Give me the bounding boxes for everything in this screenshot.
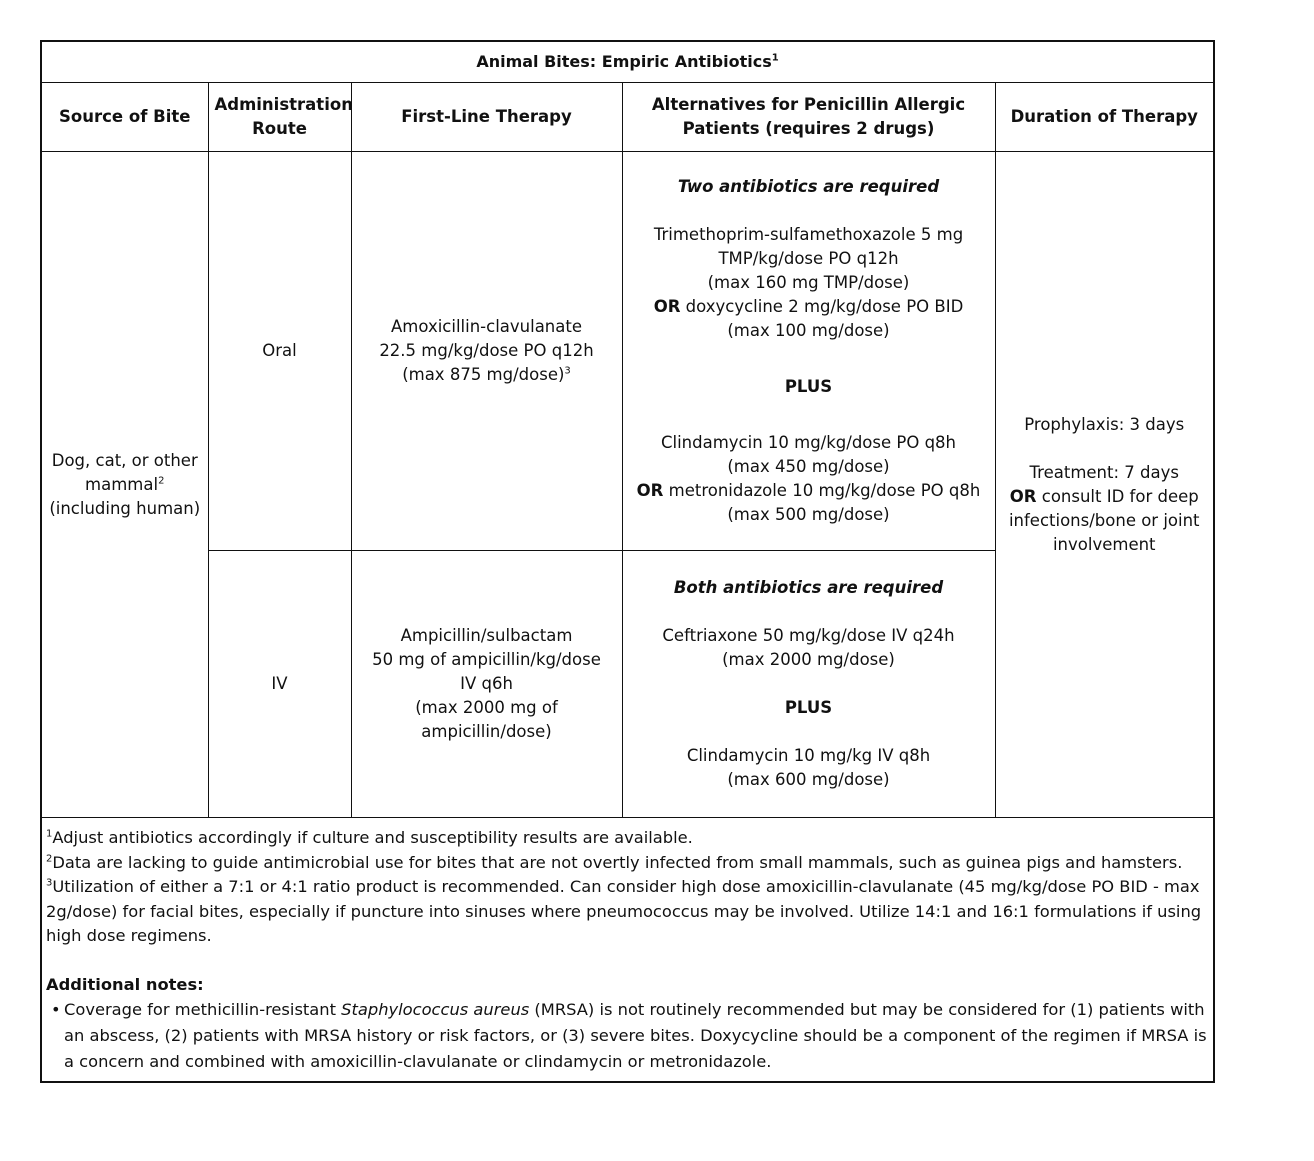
antibiotics-document [40, 40, 1215, 1083]
footnote-3-sup: 3 [46, 877, 53, 889]
iv-alternatives-cell [622, 551, 995, 818]
footnote-3-text: Utilization of either a 7:1 or 4:1 ratio product is recommended. Can consider high dose amoxicillin-clavulanate (45 mg/kg/dose PO BID - max 2g/dose) for facial bites, especially if puncture into sinuses where pneumococcus may be involved. Utilize 14:1 and 16:1 formulations if using high dose regimens. [46, 877, 1202, 945]
iv-first-line-1: Ampicillin/sulbactam [400, 626, 573, 645]
header-duration: Duration of Therapy [995, 83, 1213, 152]
footnote-1 [46, 826, 1209, 851]
source-line2 [48, 473, 202, 497]
iv-alt-b-line2: (max 600 mg/dose) [727, 770, 890, 789]
iv-first-line-4: (max 2000 mg of [415, 698, 558, 717]
oral-alt-a-line1: Trimethoprim-sulfamethoxazole 5 mg [653, 225, 964, 244]
oral-alt-b-line3-text: metronidazole 10 mg/kg/dose PO q8h [663, 481, 981, 500]
oral-first-line-1: Amoxicillin-clavulanate [391, 317, 582, 336]
footnote-1-sup: 1 [46, 828, 53, 840]
iv-alt-a-line2: (max 2000 mg/dose) [722, 650, 895, 669]
oral-alt-a-line3: (max 160 mg TMP/dose) [707, 273, 910, 292]
oral-row [42, 152, 1213, 551]
oral-alternatives-cell [622, 152, 995, 551]
iv-first-line-5: ampicillin/dose) [421, 722, 552, 741]
iv-alt-heading: Both antibiotics are required [673, 578, 944, 597]
oral-alt-a-line2: TMP/kg/dose PO q12h [718, 249, 899, 268]
header-alternatives [622, 83, 995, 152]
source-cell [42, 152, 208, 818]
oral-first-line-3-text: (max 875 mg/dose) [402, 365, 565, 384]
source-line3: (including human) [49, 498, 201, 518]
table-title [42, 42, 1213, 83]
oral-alt-b-line3 [629, 479, 989, 503]
duration-prophylaxis: Prophylaxis: 3 days [1024, 414, 1185, 434]
footnote-2 [46, 851, 1209, 876]
oral-alt-or-2: OR [636, 481, 664, 500]
iv-first-line-2: 50 mg of ampicillin/kg/dose [372, 650, 601, 669]
footnote-3 [46, 875, 1209, 949]
source-line1: Dog, cat, or other [51, 450, 198, 470]
oral-alt-b-line4: (max 500 mg/dose) [727, 505, 890, 524]
oral-alt-b-line1: Clindamycin 10 mg/kg/dose PO q8h [660, 433, 957, 452]
list-item [46, 997, 1209, 1075]
header-first-line: First-Line Therapy [351, 83, 622, 152]
oral-route-cell: Oral [208, 152, 351, 551]
additional-notes-title: Additional notes: [46, 974, 204, 994]
duration-or: OR [1009, 486, 1037, 506]
iv-route-cell: IV [208, 551, 351, 818]
oral-alt-a-line5: (max 100 mg/dose) [727, 321, 890, 340]
table-title-row [42, 42, 1213, 83]
table-title-text: Animal Bites: Empiric Antibiotics [476, 52, 772, 71]
oral-alt-heading: Two antibiotics are required [677, 177, 940, 196]
oral-first-line-cell [351, 152, 622, 551]
oral-alt-or-1: OR [653, 297, 681, 316]
oral-alt-b-line2: (max 450 mg/dose) [727, 457, 890, 476]
additional-notes-list [46, 997, 1209, 1075]
bullet-dot: • [51, 1000, 61, 1019]
note-text-italic: Staphylococcus aureus [341, 1000, 530, 1019]
source-line2-sup: 2 [158, 475, 165, 486]
note-text-after: (MRSA) is not routinely recommended but may be considered for (1) patients with an abscess, (2) patients with MRSA history or risk factors, or (3) severe bites. Doxycycline should be a component of the regimen if MRSA is a concern and combined with amoxicillin-clavulanate or clindamycin or metronidazole. [64, 1000, 1207, 1071]
duration-line4: infections/bone or joint [1008, 510, 1200, 530]
iv-first-line-3: IV q6h [460, 674, 513, 693]
header-route: Administration Route [208, 83, 351, 152]
footnote-2-text: Data are lacking to guide antimicrobial use for bites that are not overtly infected from small mammals, such as guinea pigs and hamsters. [52, 852, 1183, 872]
antibiotics-table [42, 42, 1213, 818]
footnote-1-text: Adjust antibiotics accordingly if culture and susceptibility results are available. [52, 828, 693, 847]
footnotes-section [42, 818, 1213, 1081]
duration-line5: involvement [1052, 534, 1156, 554]
header-alternatives-line1: Alternatives for Penicillin Allergic [651, 95, 966, 114]
oral-alt-a-line4-text: doxycycline 2 mg/kg/dose PO BID [680, 297, 964, 316]
duration-line3 [1002, 485, 1208, 509]
iv-first-line-cell [351, 551, 622, 818]
table-title-sup: 1 [771, 52, 779, 64]
duration-cell [995, 152, 1213, 818]
oral-alt-plus: PLUS [784, 377, 833, 396]
oral-first-line-2: 22.5 mg/kg/dose PO q12h [379, 341, 594, 360]
duration-treatment: Treatment: 7 days [1029, 462, 1179, 482]
source-line2-text: mammal [85, 474, 159, 494]
iv-alt-a-line1: Ceftriaxone 50 mg/kg/dose IV q24h [662, 626, 955, 645]
header-row [42, 83, 1213, 152]
oral-first-line-sup: 3 [564, 365, 571, 377]
oral-first-line-3 [358, 363, 616, 387]
iv-alt-plus: PLUS [784, 698, 833, 717]
iv-alt-b-line1: Clindamycin 10 mg/kg IV q8h [686, 746, 931, 765]
header-source: Source of Bite [42, 83, 208, 152]
header-alternatives-line2: Patients (requires 2 drugs) [682, 119, 935, 138]
footnote-2-sup: 2 [46, 853, 53, 865]
oral-alt-a-line4 [629, 295, 989, 319]
duration-line3-text: consult ID for deep [1036, 486, 1199, 506]
note-text-before: Coverage for methicillin-resistant [64, 1000, 342, 1019]
